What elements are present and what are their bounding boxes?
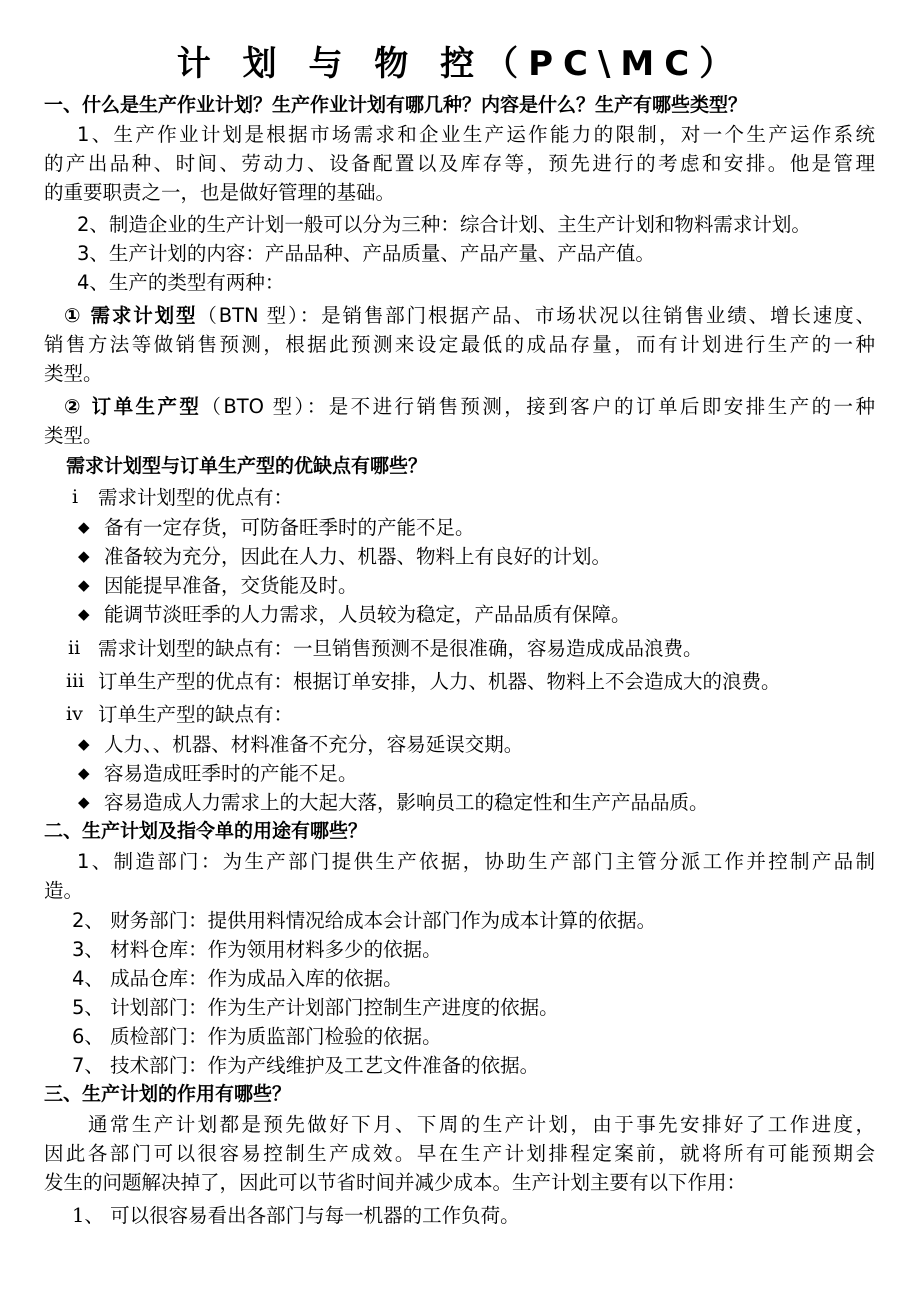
diamond-bullet-icon: ◆ — [78, 793, 90, 811]
i-bullet-4: 能调节淡旺季的人力需求，人员较为稳定，产品品质有保障。 — [104, 603, 631, 626]
s2-item-7: 7、 技术部门：作为产线维护及工艺文件准备的依据。 — [72, 1054, 540, 1077]
i-bullet-2: 准备较为充分，因此在人力、机器、物料上有良好的计划。 — [104, 545, 612, 568]
diamond-bullet-icon: ◆ — [78, 605, 90, 623]
type1-line1 — [64, 301, 875, 330]
type1-line2: 销售方法等做销售预测，根据此预测来设定最低的成品存量，而有计划进行生产的一种 — [44, 333, 875, 356]
ii-text: 需求计划型的缺点有：一旦销售预测不是很准确，容易造成成品浪费。 — [98, 637, 703, 660]
iv-bullet-1: 人力、、机器、材料准备不充分，容易延误交期。 — [104, 733, 524, 756]
roman-marker-ii: ii — [68, 637, 81, 659]
s1-paragraph3: 3、生产计划的内容：产品品种、产品质量、产品产量、产品产值。 — [77, 242, 655, 265]
iv-text: 订单生产型的缺点有： — [98, 703, 294, 726]
s1-paragraph1-line3: 的重要职责之一，也是做好管理的基础。 — [44, 181, 396, 204]
s2-item-6: 6、 质检部门：作为质监部门检验的依据。 — [72, 1025, 442, 1048]
iii-text: 订单生产型的优点有：根据订单安排，人力、机器、物料上不会造成大的浪费。 — [98, 670, 781, 693]
diamond-bullet-icon: ◆ — [78, 547, 90, 565]
i-bullet-1: 备有一定存货，可防备旺季时的产能不足。 — [104, 516, 475, 539]
s2-item-4: 4、 成品仓库：作为成品入库的依据。 — [72, 967, 403, 990]
diamond-bullet-icon: ◆ — [78, 764, 90, 782]
s2-item1-line2: 造。 — [44, 879, 84, 902]
type1-line3: 类型。 — [44, 362, 103, 385]
s3-paragraph-line3: 发生的问题解决掉了，因此可以节省时间并减少成本。生产计划主要有以下作用： — [44, 1171, 747, 1194]
page-title: 计 划 与 物 控（PC\MC） — [176, 44, 744, 84]
diamond-bullet-icon: ◆ — [78, 518, 90, 536]
s3-item-1-number: 1、 — [72, 1204, 104, 1227]
type1-text: （BTN 型）：是销售部门根据产品、市场状况以往销售业绩、增长速度、 — [197, 304, 875, 327]
compare-heading: 需求计划型与订单生产型的优缺点有哪些？ — [66, 455, 428, 477]
s2-item-3: 3、 材料仓库：作为领用材料多少的依据。 — [72, 938, 442, 961]
s3-item-1-text: 可以很容易看出各部门与每一机器的工作负荷。 — [110, 1204, 520, 1227]
type2-text: （BTO 型）：是不进行销售预测，接到客户的订单后即安排生产的一种 — [201, 395, 875, 418]
iv-bullet-3: 容易造成人力需求上的大起大落，影响员工的稳定性和生产产品品质。 — [104, 791, 709, 814]
type2-marker: ② — [64, 395, 83, 418]
diamond-bullet-icon: ◆ — [78, 735, 90, 753]
i-text: 需求计划型的优点有： — [98, 486, 294, 509]
s2-item1-line1: 1、制造部门：为生产部门提供生产依据，协助生产部门主管分派工作并控制产品制 — [77, 850, 875, 873]
type2-line1 — [64, 392, 875, 421]
type1-marker: ① — [64, 304, 83, 327]
s3-paragraph-line2: 因此各部门可以很容易控制生产成效。早在生产计划排程定案前，就将所有可能预期会 — [44, 1142, 875, 1165]
type2-name: 订单生产型 — [91, 395, 202, 418]
section3-heading: 三、生产计划的作用有哪些？ — [44, 1083, 292, 1105]
roman-marker-iv: iv — [66, 703, 83, 725]
iv-bullet-2: 容易造成旺季时的产能不足。 — [104, 762, 358, 785]
s2-item-2: 2、 财务部门：提供用料情况给成本会计部门作为成本计算的依据。 — [72, 909, 657, 932]
type1-name: 需求计划型 — [90, 304, 198, 327]
section2-heading: 二、生产计划及指令单的用途有哪些？ — [44, 820, 368, 842]
s1-paragraph2: 2、制造企业的生产计划一般可以分为三种：综合计划、主生产计划和物料需求计划。 — [77, 213, 811, 236]
diamond-bullet-icon: ◆ — [78, 576, 90, 594]
section1-heading: 一、什么是生产作业计划？生产作业计划有哪几种？内容是什么？生产有哪些类型？ — [44, 94, 748, 116]
i-bullet-3: 因能提早准备，交货能及时。 — [104, 574, 358, 597]
s1-paragraph4: 4、生产的类型有两种： — [77, 271, 285, 294]
s3-item-1 — [72, 1201, 520, 1230]
s3-paragraph-line1: 通常生产计划都是预先做好下月、下周的生产计划，由于事先安排好了工作进度， — [88, 1113, 875, 1136]
s2-item-5: 5、 计划部门：作为生产计划部门控制生产进度的依据。 — [72, 996, 559, 1019]
roman-marker-iii: iii — [66, 670, 85, 692]
type2-line2: 类型。 — [44, 424, 103, 447]
s1-paragraph1-line2: 的产出品种、时间、劳动力、设备配置以及库存等，预先进行的考虑和安排。他是管理 — [44, 152, 875, 175]
roman-marker-i: i — [72, 486, 79, 508]
s1-paragraph1-line1: 1、生产作业计划是根据市场需求和企业生产运作能力的限制，对一个生产运作系统 — [77, 123, 875, 146]
